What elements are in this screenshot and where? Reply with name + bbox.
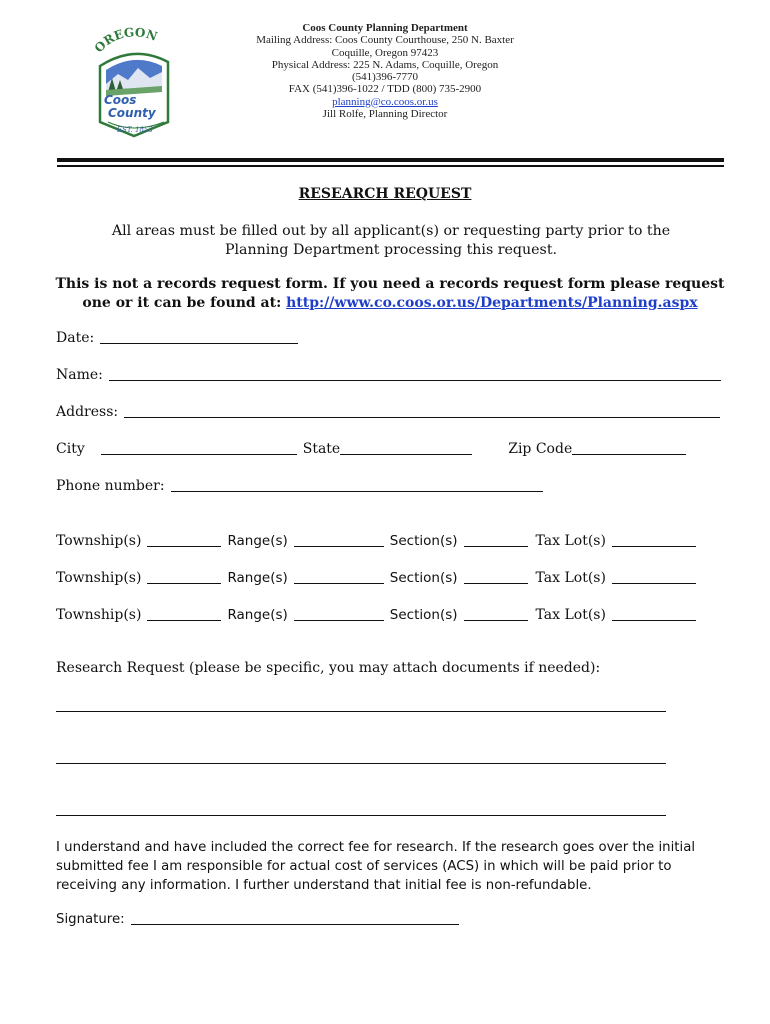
state-line[interactable] bbox=[340, 454, 472, 455]
township-line[interactable] bbox=[147, 583, 221, 584]
section-label: Section(s) bbox=[389, 533, 458, 549]
logo-est: EST. 1853 bbox=[117, 126, 153, 134]
form-title: RESEARCH REQUEST bbox=[298, 186, 472, 202]
research-line-2[interactable] bbox=[56, 763, 666, 764]
header-divider-thin bbox=[57, 165, 724, 167]
email-link[interactable]: planning@co.coos.or.us bbox=[332, 95, 438, 108]
name-label: Name: bbox=[56, 367, 103, 383]
range-label: Range(s) bbox=[227, 607, 288, 623]
planning-page-link[interactable]: http://www.co.coos.or.us/Departments/Planning.aspx bbox=[286, 295, 698, 311]
phone-line[interactable] bbox=[171, 491, 543, 492]
tax-lot-label: Tax Lot(s) bbox=[535, 533, 606, 549]
range-line[interactable] bbox=[294, 583, 384, 584]
svg-text:OREGON bbox=[92, 25, 160, 55]
section-label: Section(s) bbox=[389, 570, 458, 586]
department-name: Coos County Planning Department bbox=[302, 22, 468, 34]
section-line[interactable] bbox=[464, 620, 528, 621]
date-field bbox=[56, 330, 298, 346]
director-name: Jill Rolfe, Planning Director bbox=[322, 108, 448, 121]
city-label: City bbox=[56, 441, 85, 457]
mailing-address: Mailing Address: Coos County Courthouse, 250 N. Baxter bbox=[256, 34, 514, 47]
notice-text: This is not a records request form. If you need a records request form please request one or it can be found at: bbox=[55, 276, 725, 311]
form-instructions: All areas must be filled out by all applicant(s) or requesting party prior to the Planning Department processing this request. bbox=[111, 223, 671, 258]
signature-field bbox=[56, 912, 459, 927]
tax-lot-label: Tax Lot(s) bbox=[535, 570, 606, 586]
township-line[interactable] bbox=[147, 546, 221, 547]
township-label: Township(s) bbox=[56, 607, 142, 623]
address-line[interactable] bbox=[124, 417, 720, 418]
phone-label: Phone number: bbox=[56, 478, 165, 494]
section-label: Section(s) bbox=[389, 607, 458, 623]
zip-label: Zip Code bbox=[508, 441, 573, 457]
state-label: State bbox=[302, 441, 341, 457]
trs-row-1 bbox=[56, 533, 696, 549]
township-label: Township(s) bbox=[56, 533, 142, 549]
address-field bbox=[56, 404, 720, 420]
name-line[interactable] bbox=[109, 380, 721, 381]
trs-row-3 bbox=[56, 607, 696, 623]
fax-number: FAX (541)396-1022 / TDD (800) 735-2900 bbox=[288, 83, 482, 96]
signature-line[interactable] bbox=[131, 924, 459, 925]
township-line[interactable] bbox=[147, 620, 221, 621]
research-request-label: Research Request (please be specific, you may attach documents if needed): bbox=[56, 660, 601, 676]
header-divider-thick bbox=[57, 158, 724, 162]
phone-number: (541)396-7770 bbox=[352, 71, 418, 84]
city-line[interactable] bbox=[101, 454, 297, 455]
range-line[interactable] bbox=[294, 546, 384, 547]
physical-address: Physical Address: 225 N. Adams, Coquille, Oregon bbox=[271, 58, 499, 71]
tax-lot-label: Tax Lot(s) bbox=[535, 607, 606, 623]
city-state-zip-row bbox=[56, 441, 686, 457]
section-line[interactable] bbox=[464, 583, 528, 584]
department-header bbox=[160, 22, 610, 120]
phone-field bbox=[56, 478, 543, 494]
section-line[interactable] bbox=[464, 546, 528, 547]
research-line-3[interactable] bbox=[56, 815, 666, 816]
tax-lot-line[interactable] bbox=[612, 546, 696, 547]
city-line: Coquille, Oregon 97423 bbox=[331, 46, 439, 59]
tax-lot-line[interactable] bbox=[612, 620, 696, 621]
logo-name-line1: Coos bbox=[104, 93, 137, 107]
logo-name-line2: County bbox=[108, 106, 156, 120]
logo-top-text: OREGON bbox=[91, 25, 160, 56]
signature-label: Signature: bbox=[56, 912, 125, 927]
range-label: Range(s) bbox=[227, 533, 288, 549]
records-notice bbox=[50, 275, 730, 313]
date-label: Date: bbox=[56, 330, 95, 346]
range-line[interactable] bbox=[294, 620, 384, 621]
tax-lot-line[interactable] bbox=[612, 583, 696, 584]
name-field bbox=[56, 367, 721, 383]
research-line-1[interactable] bbox=[56, 711, 666, 712]
date-line[interactable] bbox=[100, 343, 298, 344]
range-label: Range(s) bbox=[227, 570, 288, 586]
township-label: Township(s) bbox=[56, 570, 142, 586]
fee-acknowledgement: I understand and have included the correct fee for research. If the research goes over the initial submitted fee I am responsible for actual cost of services (ACS) in which will be paid prior to receiving any information. I further understand that initial fee is non-refundable. bbox=[56, 840, 696, 893]
zip-line[interactable] bbox=[572, 454, 686, 455]
trs-row-2 bbox=[56, 570, 696, 586]
address-label: Address: bbox=[56, 404, 119, 420]
